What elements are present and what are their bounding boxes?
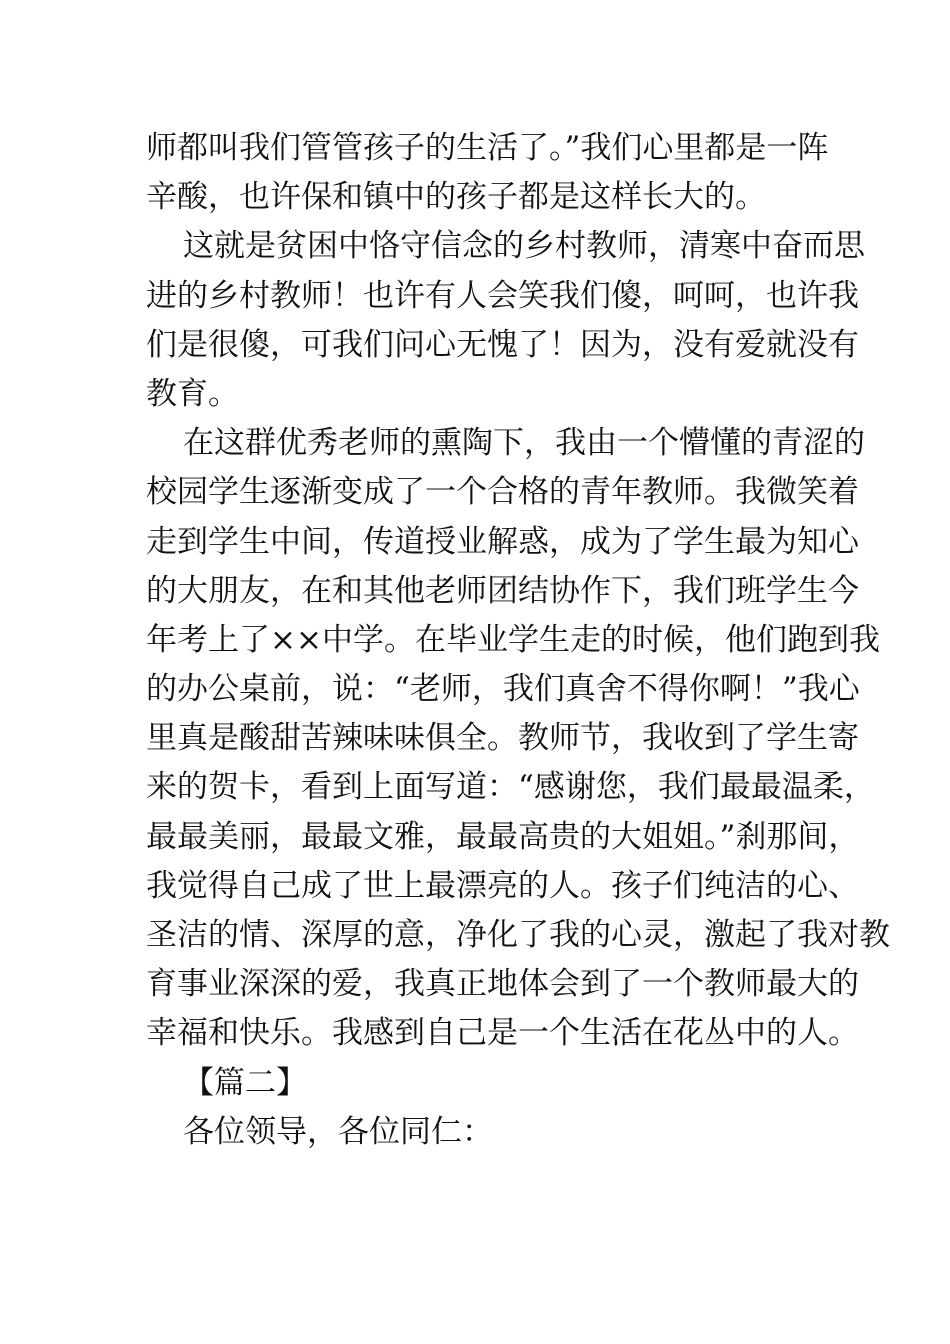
text-line: 的大朋友，在和其他老师团结协作下，我们班学生今	[146, 572, 859, 609]
salutation-line: 各位领导，各位同仁：	[183, 1113, 493, 1150]
text-line: 辛酸，也许保和镇中的孩子都是这样长大的。	[146, 179, 766, 216]
text-line: 走到学生中间，传道授业解惑，成为了学生最为知心	[146, 523, 859, 560]
paragraph-start-line: 这就是贫困中恪守信念的乡村教师，清寒中奋而思	[183, 228, 865, 265]
text-line: 幸福和快乐。我感到自己是一个生活在花丛中的人。	[146, 1015, 859, 1052]
text-line: 育事业深深的爱，我真正地体会到了一个教师最大的	[146, 966, 859, 1003]
text-line: 的办公桌前，说：“老师，我们真舍不得你啊！”我心	[146, 671, 860, 708]
text-line: 我觉得自己成了世上最漂亮的人。孩子们纯洁的心、	[146, 867, 859, 904]
section-heading: 【篇二】	[183, 1064, 307, 1101]
text-line: 里真是酸甜苦辣味味俱全。教师节，我收到了学生寄	[146, 720, 859, 757]
text-line: 年考上了××中学。在毕业学生走的时候，他们跑到我	[146, 621, 880, 658]
text-line: 师都叫我们管管孩子的生活了。”我们心里都是一阵	[146, 130, 829, 166]
text-line: 进的乡村教师！也许有人会笑我们傻，呵呵，也许我	[146, 277, 859, 314]
text-line: 教育。	[146, 375, 239, 412]
text-line: 校园学生逐渐变成了一个合格的青年教师。我微笑着	[146, 474, 859, 511]
body-text	[146, 124, 890, 1157]
paragraph-start-line: 在这群优秀老师的熏陶下，我由一个懵懂的青涩的	[183, 425, 865, 462]
text-line: 们是很傻，可我们问心无愧了！因为，没有爱就没有	[146, 326, 859, 363]
text-line: 圣洁的情、深厚的意，净化了我的心灵，激起了我对教	[146, 917, 890, 953]
text-line: 来的贺卡，看到上面写道：“感谢您，我们最最温柔，	[146, 769, 875, 806]
text-line: 最最美丽，最最文雅，最最高贵的大姐姐。”刹那间，	[146, 818, 860, 855]
